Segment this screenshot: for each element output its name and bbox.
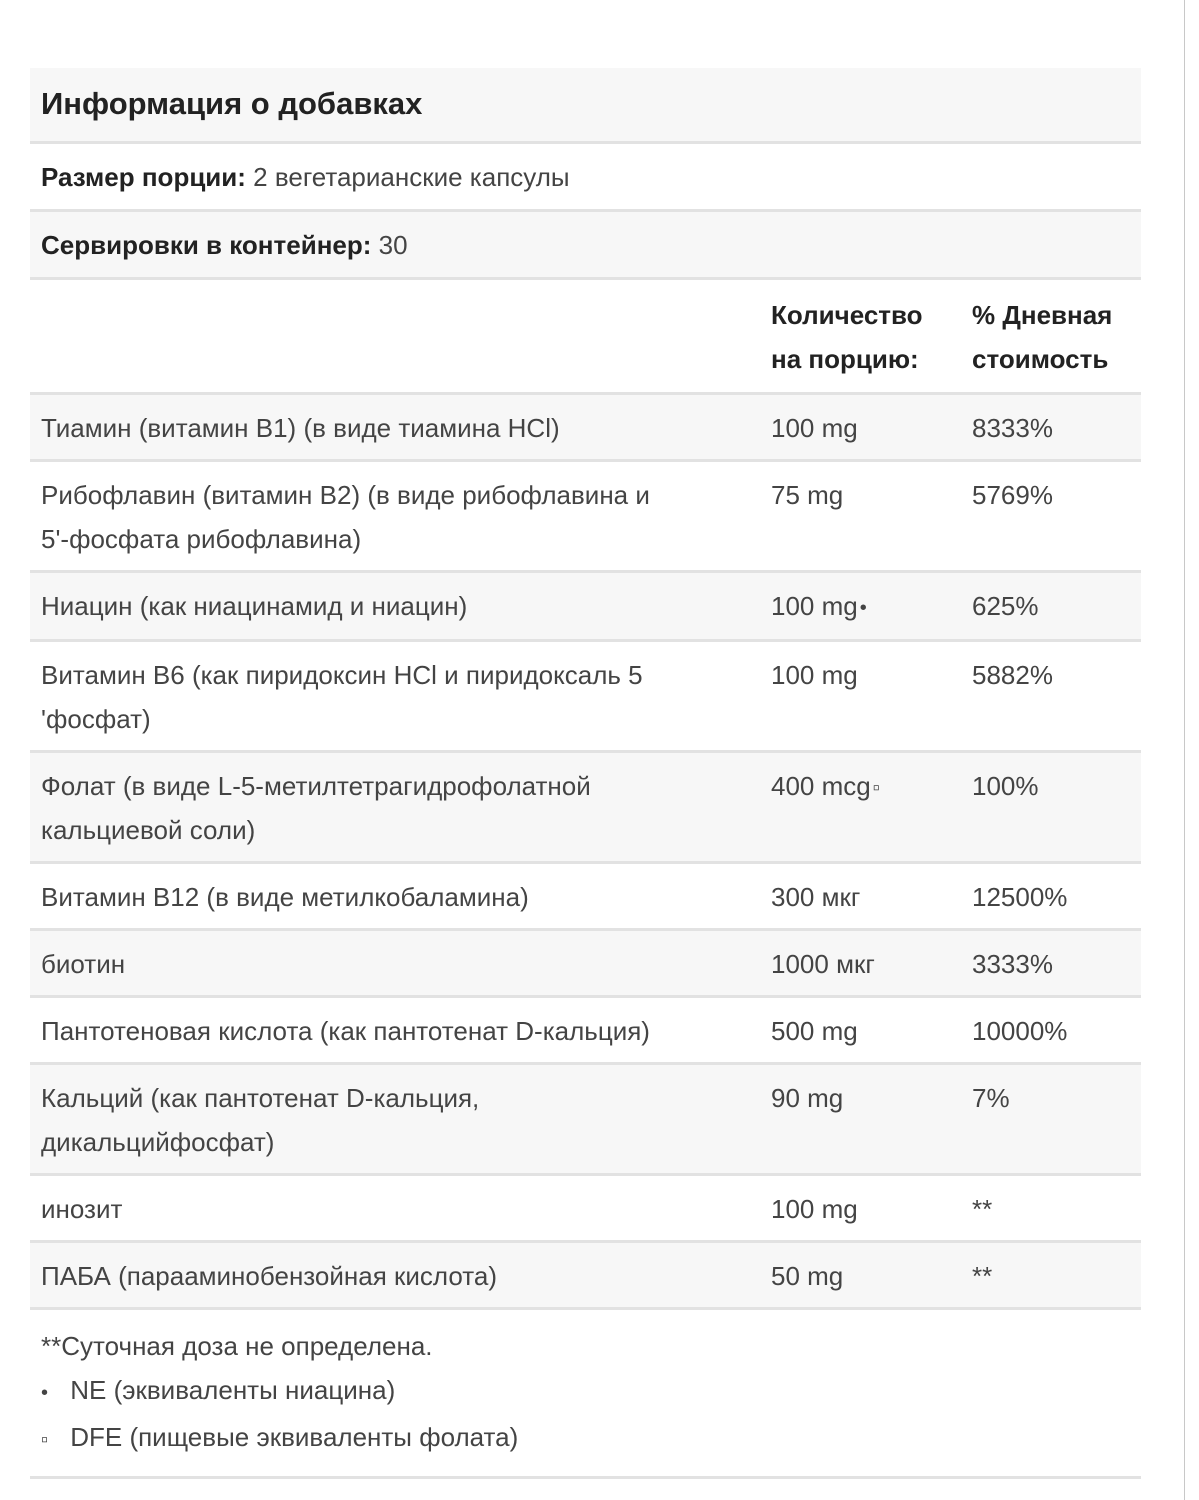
nutrient-amount: 90 mg xyxy=(771,1083,844,1114)
nutrient-name-cell xyxy=(30,461,760,572)
header-amount-line: Количество xyxy=(771,300,923,330)
header-dv-line: % Дневная xyxy=(972,300,1113,330)
nutrient-row xyxy=(30,1064,1141,1175)
nutrient-daily-value: ** xyxy=(972,1261,993,1292)
nutrient-name-line: ПАБА (парааминобензойная кислота) xyxy=(41,1261,498,1292)
nutrient-amount-cell xyxy=(760,997,960,1064)
servings-label: Сервировки в контейнер: xyxy=(41,230,372,260)
nutrient-name-line: Кальций (как пантотенат D-кальция, xyxy=(41,1083,480,1114)
page-right-border xyxy=(1184,0,1199,1500)
servings-value: 30 xyxy=(371,230,408,260)
nutrient-daily-value: 5882% xyxy=(972,660,1053,691)
nutrient-dv-cell xyxy=(960,1242,1141,1309)
nutrient-daily-value: ** xyxy=(972,1194,993,1225)
nutrient-row xyxy=(30,752,1141,863)
nutrient-daily-value: 7% xyxy=(972,1083,1010,1114)
nutrient-name-line: Фолат (в виде L-5-метилтетрагидрофолатной xyxy=(41,771,591,802)
nutrient-row xyxy=(30,1242,1141,1309)
nutrient-name-line: Витамин B6 (как пиридоксин HCl и пиридоксаль 5 xyxy=(41,660,643,691)
serving-size-row xyxy=(30,144,1141,212)
nutrient-amount-cell xyxy=(760,1064,960,1175)
nutrient-dv-cell xyxy=(960,641,1141,752)
nutrient-daily-value: 5769% xyxy=(972,480,1053,510)
servings-per-container-row xyxy=(30,212,1141,280)
nutrient-name-line: Рибофлавин (витамин B2) (в виде рибофлавина и xyxy=(41,480,650,510)
nutrient-name-line: дикальцийфосфат) xyxy=(41,1127,275,1158)
nutrient-amount: 100 mg xyxy=(771,660,858,691)
nutrient-name-cell xyxy=(30,1242,760,1309)
nutrient-amount-cell xyxy=(760,752,960,863)
header-name-cell xyxy=(30,280,760,394)
nutrient-dv-cell xyxy=(960,997,1141,1064)
nutrient-row xyxy=(30,997,1141,1064)
nutrient-row xyxy=(30,641,1141,752)
nutrient-name-line: кальциевой соли) xyxy=(41,815,256,846)
nutrient-amount: 300 мкг xyxy=(771,882,861,913)
nutrient-amount-cell xyxy=(760,1175,960,1242)
nutrient-amount-cell xyxy=(760,461,960,572)
nutrient-amount: 100 mg xyxy=(771,1194,858,1225)
nutrient-amount-cell xyxy=(760,1242,960,1309)
nutrient-dv-cell xyxy=(960,1175,1141,1242)
nutrient-name-cell xyxy=(30,641,760,752)
nutrient-dv-cell xyxy=(960,394,1141,461)
nutrient-name-line: Витамин B12 (в виде метилкобаламина) xyxy=(41,882,529,913)
footnote-ne-text: NE (эквиваленты ниацина) xyxy=(63,1375,396,1406)
nutrient-dv-cell xyxy=(960,930,1141,997)
nutrient-name-cell xyxy=(30,394,760,461)
nutrient-row xyxy=(30,1175,1141,1242)
nutrient-row xyxy=(30,394,1141,461)
header-dv-cell xyxy=(960,280,1141,394)
nutrient-amount-cell xyxy=(760,863,960,930)
nutrient-amount: 100 mg xyxy=(771,413,858,443)
nutrient-row xyxy=(30,863,1141,930)
supplement-facts-panel xyxy=(30,68,1141,1479)
footnote-not-established: **Суточная доза не определена. xyxy=(41,1331,433,1362)
nutrient-dv-cell xyxy=(960,863,1141,930)
table-header-row xyxy=(30,280,1141,394)
nutrient-name-line: Пантотеновая кислота (как пантотенат D-кальция) xyxy=(41,1016,650,1047)
nutrient-daily-value: 10000% xyxy=(972,1016,1068,1047)
nutrient-dv-cell xyxy=(960,752,1141,863)
nutrient-amount-cell xyxy=(760,641,960,752)
serving-size-value: 2 вегетарианские капсулы xyxy=(245,162,570,192)
nutrient-table xyxy=(30,280,1141,1310)
panel-title: Информация о добавках xyxy=(30,68,1141,144)
nutrient-amount: 50 mg xyxy=(771,1261,844,1292)
serving-size-label: Размер порции: xyxy=(41,162,246,192)
nutrient-amount-cell xyxy=(760,394,960,461)
footnote-dfe xyxy=(41,1415,1141,1462)
header-amount-cell xyxy=(760,280,960,394)
nutrient-row xyxy=(30,572,1141,641)
footnote-dfe-text: DFE (пищевые эквиваленты фолата) xyxy=(63,1422,519,1453)
nutrient-daily-value: 3333% xyxy=(972,949,1053,980)
nutrient-row xyxy=(30,461,1141,572)
nutrient-amount-cell xyxy=(760,572,960,641)
nutrient-amount-cell xyxy=(760,930,960,997)
nutrient-name-cell xyxy=(30,752,760,863)
nutrient-name-line: Тиамин (витамин B1) (в виде тиамина HCl) xyxy=(41,413,560,443)
nutrient-amount: 400 mcg xyxy=(771,771,871,802)
nutrient-amount: 75 mg xyxy=(771,480,844,510)
nutrient-name-cell xyxy=(30,1064,760,1175)
footnote-mark: ▫ xyxy=(872,777,880,800)
nutrient-name-cell xyxy=(30,997,760,1064)
bullet-symbol: • xyxy=(41,1382,49,1405)
nutrient-amount: 100 mg xyxy=(771,591,858,621)
nutrient-name-cell xyxy=(30,1175,760,1242)
nutrient-daily-value: 12500% xyxy=(972,882,1068,913)
header-dv-line: стоимость xyxy=(972,344,1109,374)
nutrient-amount: 500 mg xyxy=(771,1016,858,1047)
nutrient-name-line: инозит xyxy=(41,1194,123,1225)
nutrient-dv-cell xyxy=(960,461,1141,572)
nutrient-name-cell xyxy=(30,930,760,997)
header-amount-line: на порцию: xyxy=(771,344,919,374)
nutrient-daily-value: 8333% xyxy=(972,413,1053,443)
nutrient-name-line: Ниацин (как ниацинамид и ниацин) xyxy=(41,591,468,621)
footnote-ne xyxy=(41,1368,1141,1415)
nutrient-name-line: 'фосфат) xyxy=(41,704,151,735)
nutrient-daily-value: 625% xyxy=(972,591,1039,621)
nutrient-amount: 1000 мкг xyxy=(771,949,875,980)
nutrient-name-cell xyxy=(30,572,760,641)
footnotes xyxy=(30,1310,1141,1479)
square-symbol: ▫ xyxy=(41,1429,49,1452)
nutrient-daily-value: 100% xyxy=(972,771,1039,802)
footnote-mark: • xyxy=(859,597,867,620)
nutrient-row xyxy=(30,930,1141,997)
nutrient-name-cell xyxy=(30,863,760,930)
nutrient-name-line: 5'-фосфата рибофлавина) xyxy=(41,524,362,554)
nutrient-name-line: биотин xyxy=(41,949,126,980)
nutrient-dv-cell xyxy=(960,1064,1141,1175)
nutrient-dv-cell xyxy=(960,572,1141,641)
